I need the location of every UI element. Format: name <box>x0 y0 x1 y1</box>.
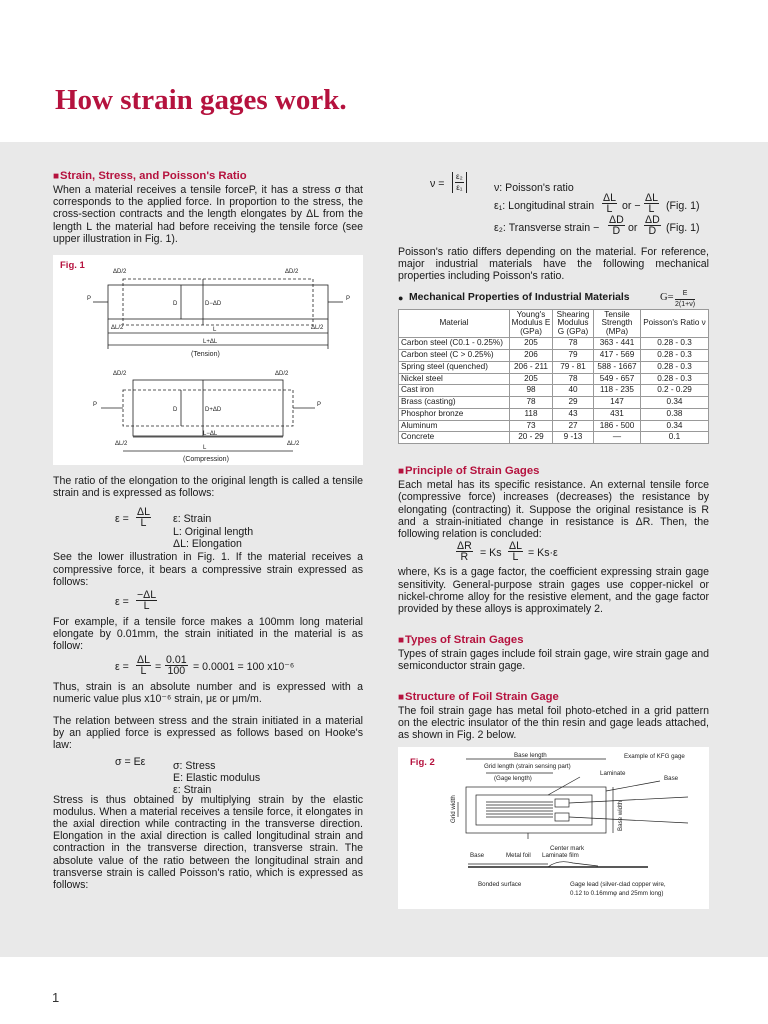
gage-grid <box>486 802 553 817</box>
structure-paragraph: The foil strain gage has metal foil photo-etched in a grid pattern on the electric insulator of the thin resin and gage leads attached, as shown in Fig. 2 below. <box>398 704 709 741</box>
tension-dl2-left: ΔL/2 <box>111 325 124 332</box>
gage-tab-lower <box>555 813 569 821</box>
fraction-example-2: $\frac{0.01}{100}$ <box>166 653 187 677</box>
square-bullet-icon: ■ <box>398 635 405 647</box>
compression-dd2-right: ΔD/2 <box>275 371 289 378</box>
section-heading-types: ■Types of Strain Gages <box>398 634 524 647</box>
equation-gage-factor: $\frac{\Delta R}{R}$ = Ks $\frac{\Delta L}{L}$ = Ks·ε <box>457 540 558 564</box>
compression-p-right: P <box>317 402 322 409</box>
equation-hooke: σ = Eε σ: Stress E: Elastic modulus ε: Strain <box>115 755 261 797</box>
square-bullet-icon: ■ <box>53 171 60 182</box>
fraction-dl-l: $\frac{\Delta L}{L}$ <box>137 506 150 530</box>
header-poisson: Poisson's Ratio ν <box>641 309 709 338</box>
table-row: Nickel steel 205 78 549 - 657 0.28 - 0.3 <box>399 373 709 385</box>
equation-tensile-strain: ε = $\frac{\Delta L}{L}$ ε: Strain L: Original length ΔL: Elongation <box>115 506 254 550</box>
figure-1-diagram <box>53 255 363 465</box>
absolute-paragraph: Thus, strain is an absolute number and is expressed with a numeric value plus x10⁻⁶ strain, με or μm/m. <box>53 680 363 705</box>
properties-table <box>398 309 709 445</box>
fig2-base2: Base <box>470 852 485 860</box>
table-row: Aluminum 73 27 186 - 500 0.34 <box>399 420 709 432</box>
compression-p-left: P <box>93 402 98 409</box>
section-heading-structure: ■Structure of Foil Strain Gage <box>398 690 559 703</box>
table-row: Concrete 20 - 29 9 -13 — 0.1 <box>399 432 709 444</box>
fraction-shear: $\frac{E}{2(1+\nu)}$ <box>675 289 696 308</box>
fig2-base-width: Base width <box>617 800 624 832</box>
fig2-metal-foil: Metal foil <box>506 852 531 860</box>
figure-2 <box>398 747 709 909</box>
laminate-pointer <box>548 777 580 795</box>
poisson-differs-paragraph: Poisson's ratio differs depending on the material. For reference, major industrial materials have the following mechanical properties including Poisson's ratio. <box>398 246 709 283</box>
tension-dd2-left: ΔD/2 <box>113 269 127 276</box>
fig2-base-length: Base length <box>514 752 547 760</box>
strain-definitions: ε: Strain L: Original length ΔL: Elongation <box>173 513 254 550</box>
gage-tab-upper <box>555 799 569 807</box>
figure-2-label: Fig. 2 <box>410 757 435 769</box>
header-shearing: Shearing Modulus G (GPa) <box>553 309 594 338</box>
fig2-laminate-film: Laminate film <box>542 852 579 860</box>
hooke-paragraph: The relation between stress and the strain initiated in a material by an applied force is expressed as follows based on Hooke's law: <box>53 715 363 752</box>
table-row: Cast iron 98 40 118 - 235 0.2 - 0.29 <box>399 385 709 397</box>
table-heading: Mechanical Properties of Industrial Materials <box>409 291 630 303</box>
tension-lpl-label: L+ΔL <box>203 339 218 346</box>
intro-paragraph: When a material receives a tensile forceP, it has a stress σ that corresponds to the applied force. In proportion to the stress, the cross-section contracts and the length elongates by ΔL from the length L the material had before receiving the tensile force (see upper illustration in Fig. 1). <box>53 184 363 245</box>
base-pointer <box>606 781 660 791</box>
right-column <box>398 168 709 909</box>
square-bullet-icon: ■ <box>398 691 405 703</box>
compression-dl2-right: ΔL/2 <box>287 441 300 448</box>
tension-dl2-right: ΔL/2 <box>311 325 324 332</box>
equation-example: ε = $\frac{\Delta L}{L}$ = $\frac{0.01}{100}$ = 0.0001 = 100 x10⁻⁶ <box>115 653 295 677</box>
section-heading-strain: ■Strain, Stress, and Poisson's Ratio <box>53 170 247 182</box>
fig2-example: Example of KFG gage <box>624 753 685 761</box>
header-material: Material <box>399 309 510 338</box>
fig2-gage-lead: Gage lead (silver-clad copper wire, <box>570 881 666 889</box>
equation-compressive-strain: ε = $\frac{-\Delta L}{L}$ <box>115 589 157 613</box>
fraction-neg-dl-l: $\frac{-\Delta L}{L}$ <box>137 589 157 613</box>
figure-2-diagram <box>398 747 709 909</box>
ratio-paragraph: The ratio of the elongation to the original length is called a tensile strain and is expressed as follows: <box>53 475 363 500</box>
fig2-bonded-surface: Bonded surface <box>478 881 522 889</box>
tension-d-label: D <box>173 301 178 308</box>
section-heading-principle: ■Principle of Strain Gages <box>398 465 540 478</box>
equation-poisson: ν = $\frac{\text{ε₂}}{\text{ε₁}}$ ν: Poisson's ratio ε₁: Longitudinal strain $\frac{\Delta L}{L}$ or − $\frac{\Delta L}{L}$ (Fig. 1) ε₂: Transverse strain − $\frac{\Delta D}{D}$ or $\frac{\Delta D}{D}$ (Fig. 1) <box>430 172 700 237</box>
header-youngs: Young's Modulus E (GPa) <box>510 309 553 338</box>
gage-lead-upper <box>569 797 688 803</box>
example-paragraph: For example, if a tensile force makes a 100mm long material elongate by 0.01mm, the strain initiated in the material is as follow: <box>53 616 363 653</box>
table-row: Brass (casting) 78 29 147 0.34 <box>399 397 709 409</box>
compress-paragraph: See the lower illustration in Fig. 1. If the material receives a compressive force, it bears a compressive strain expressed as follows: <box>53 551 363 588</box>
fig2-grid-width: Grid width <box>450 795 457 824</box>
bullet-icon: ● <box>398 292 404 303</box>
fig2-laminate: Laminate <box>600 770 626 778</box>
fraction-example-1: $\frac{\Delta L}{L}$ <box>137 653 150 677</box>
gage-laminate-rect <box>476 795 592 825</box>
table-row: Spring steel (quenched) 206 - 211 79 - 81 588 - 1667 0.28 - 0.3 <box>399 361 709 373</box>
tension-dminus-label: D−ΔD <box>205 301 222 308</box>
table-row: Carbon steel (C > 0.25%) 206 79 417 - 569 0.28 - 0.3 <box>399 349 709 361</box>
table-heading-row: ● Mechanical Properties of Industrial Materials G= $\frac{E}{2(1+\nu)}$ <box>398 289 696 308</box>
fig2-base: Base <box>664 775 679 783</box>
poisson-paragraph: Stress is thus obtained by multiplying strain by the elastic modulus. When a material receives a tensile force, it elongates in the axial direction while contracting in the transverse direction. Elongation in the axial direction is called longitudinal strain and contraction in the transverse direction, transverse strain. The absolute value of the ratio between the longitudinal strain and transverse strain is called Poisson's ratio, which is expressed as follows: <box>53 793 363 892</box>
tension-l-label: L <box>213 327 217 334</box>
tension-caption: (Tension) <box>191 351 220 359</box>
fraction-e2-e1: $\frac{\text{ε₂}}{\text{ε₁}}$ <box>452 172 467 193</box>
gage-factor-paragraph: where, Ks is a gage factor, the coefficient expressing strain gage sensitivity. General-purpose strain gages use copper-nickel or nickel-chrome alloy for the resistive element, and the gage factor provided by these alloys is approximately 2. <box>398 566 709 615</box>
tension-dd2-right: ΔD/2 <box>285 269 299 276</box>
compression-d-label: D <box>173 407 178 414</box>
header-tensile: Tensile Strength (MPa) <box>594 309 641 338</box>
gage-lead-lower <box>569 817 688 823</box>
types-paragraph: Types of strain gages include foil strain gage, wire strain gage and semiconductor strain gage. <box>398 648 709 673</box>
table-row: Carbon steel (C0.1 - 0.25%) 205 78 363 - 441 0.28 - 0.3 <box>399 338 709 350</box>
compression-dd2-left: ΔD/2 <box>113 371 127 378</box>
left-column <box>53 170 363 891</box>
tension-p-right: P <box>346 296 351 303</box>
compression-l-label: L <box>203 445 207 452</box>
square-bullet-icon: ■ <box>398 466 405 478</box>
cross-section-lead <box>548 862 598 867</box>
compression-dplus-label: D+ΔD <box>205 407 222 414</box>
fig2-grid-length: Grid length (strain sensing part) <box>484 763 571 771</box>
page-number: 1 <box>52 990 60 1005</box>
hooke-definitions: σ: Stress E: Elastic modulus ε: Strain <box>173 759 261 797</box>
fig2-gage-lead2: 0.12 to 0.16mmφ and 25mm long) <box>570 890 664 898</box>
page-title: How strain gages work. <box>55 84 347 116</box>
gage-base-rect <box>466 787 606 833</box>
figure-1 <box>53 255 363 465</box>
fig2-gage-length: (Gage length) <box>494 775 532 783</box>
fig2-center-mark: Center mark <box>550 845 585 853</box>
table-row: Phosphor bronze 118 43 431 0.38 <box>399 408 709 420</box>
principle-paragraph: Each metal has its specific resistance. An external tensile force (compressive force) increases (decreases) the resistance by elongating (contracting) it. Suppose the original resistance is R and a strain-initiated change in resistance is ΔR. Then, the following relation is concluded: <box>398 479 709 541</box>
compression-dl2-left: ΔL/2 <box>115 441 128 448</box>
tension-p-left: P <box>87 296 92 303</box>
figure-1-label: Fig. 1 <box>60 260 85 272</box>
compression-caption: (Compression) <box>183 456 229 464</box>
compression-lml-label: L−ΔL <box>203 431 218 438</box>
table-header-row <box>399 309 709 338</box>
